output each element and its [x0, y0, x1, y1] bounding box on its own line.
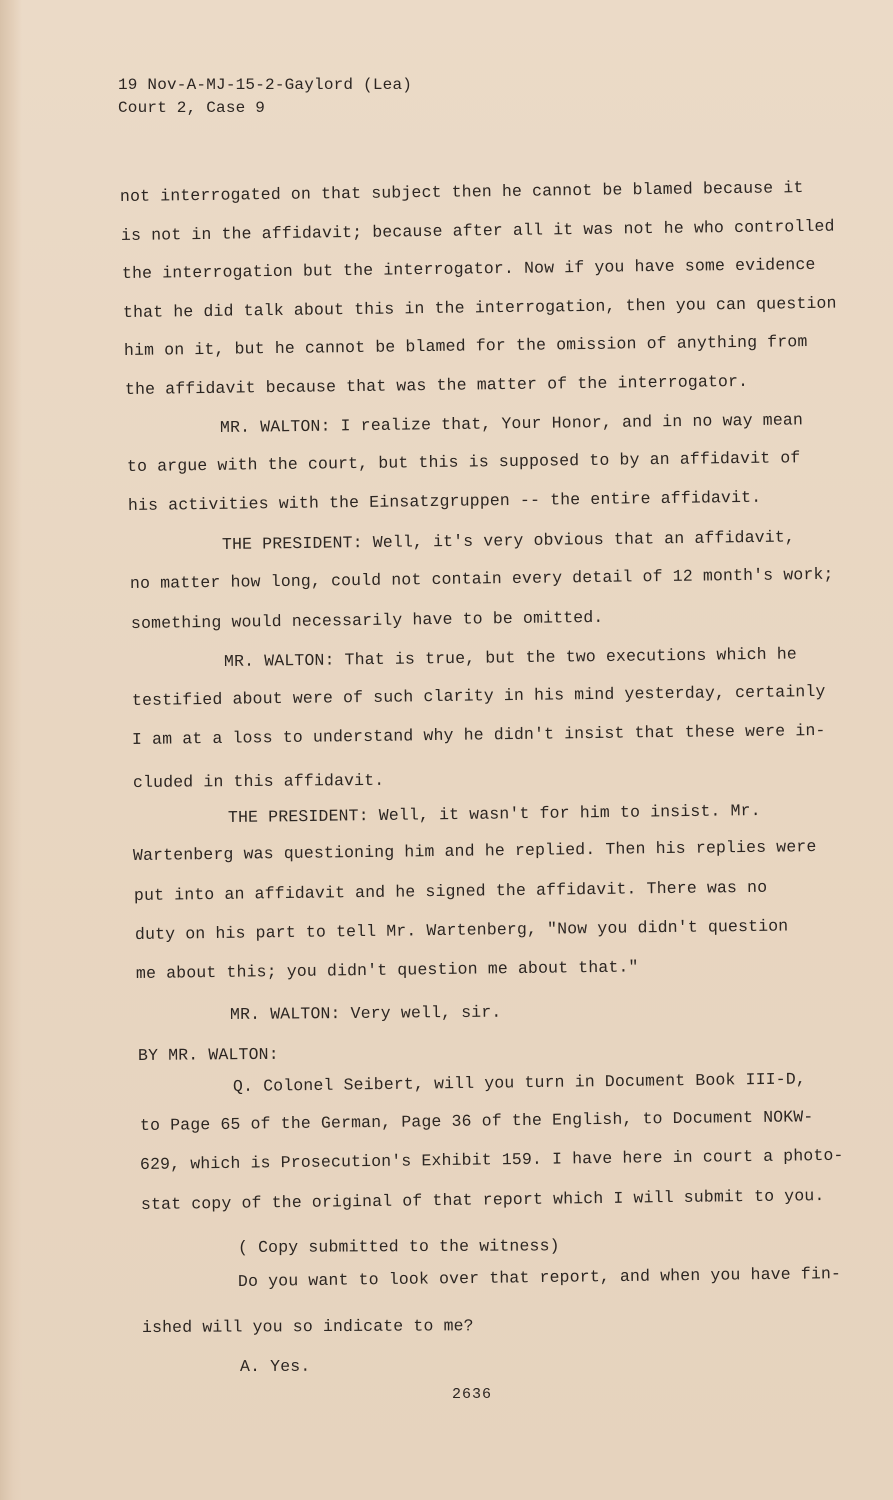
transcript-line: him on it, but he cannot be blamed for the omission of anything from — [123, 332, 808, 360]
transcript-line: put into an affidavit and he signed the affidavit. There was no — [133, 877, 768, 905]
transcript-line: not interrogated on that subject then he cannot be blamed because it — [119, 178, 804, 206]
transcript-line: MR. WALTON: That is true, but the two executions which he — [223, 644, 798, 671]
transcript-line: MR. WALTON: I realize that, Your Honor, and in no way mean — [219, 410, 804, 437]
page-edge — [0, 0, 22, 1500]
transcript-line: MR. WALTON: Very well, sir. — [229, 1002, 502, 1024]
transcript-line: THE PRESIDENT: Well, it wasn't for him to insist. Mr. — [227, 801, 761, 827]
document-header — [118, 74, 412, 120]
transcript-line: THE PRESIDENT: Well, it's very obvious that an affidavit, — [221, 527, 796, 554]
transcript-line: no matter how long, could not contain every detail of 12 month's work; — [129, 564, 834, 593]
transcript-line: stat copy of the original of that report which I will submit to you. — [140, 1186, 825, 1214]
transcript-line: the affidavit because that was the matter of the interrogator. — [124, 371, 749, 399]
transcript-line: something would necessarily have to be omitted. — [130, 607, 604, 633]
transcript-line: Q. Colonel Seibert, will you turn in Document Book III-D, — [232, 1069, 807, 1096]
transcript-line: I am at a loss to understand why he didn't insist that these were in- — [131, 720, 826, 749]
header-court-case: Court 2, Case 9 — [118, 99, 266, 117]
transcript-line: A. Yes. — [239, 1356, 311, 1376]
transcript-line: ( Copy submitted to the witness) — [237, 1236, 560, 1257]
transcript-line: the interrogation but the interrogator. Now if you have some evidence — [121, 254, 816, 283]
transcript-line: 629, which is Prosecution's Exhibit 159. I have here in court a photo- — [139, 1145, 844, 1174]
transcript-line: is not in the affidavit; because after all it was not he who controlled — [120, 216, 835, 245]
transcript-line: ished will you so indicate to me? — [141, 1316, 474, 1337]
transcript-line: his activities with the Einsatzgruppen -- the entire affidavit. — [127, 487, 762, 515]
transcript-line: to Page 65 of the German, Page 36 of the English, to Document NOKW- — [139, 1107, 814, 1135]
transcript-line: to argue with the court, but this is supposed to by an affidavit of — [126, 448, 801, 476]
transcript-line: Do you want to look over that report, and when you have fin- — [237, 1264, 842, 1291]
header-session-id: 19 Nov-A-MJ-15-2-Gaylord (Lea) — [118, 76, 413, 94]
transcript-line: Wartenberg was questioning him and he replied. Then his replies were — [132, 837, 817, 865]
transcript-line: me about this; you didn't question me about that." — [135, 957, 639, 983]
transcript-line: BY MR. WALTON: — [137, 1044, 279, 1065]
transcript-line: that he did talk about this in the interrogation, then you can question — [122, 293, 837, 322]
transcript-line: cluded in this affidavit. — [132, 770, 385, 792]
transcript-line: duty on his part to tell Mr. Wartenberg, "Now you didn't question — [134, 916, 789, 944]
transcript-line: testified about were of such clarity in his mind yesterday, certainly — [131, 681, 826, 710]
page-number: 2636 — [452, 1386, 493, 1403]
